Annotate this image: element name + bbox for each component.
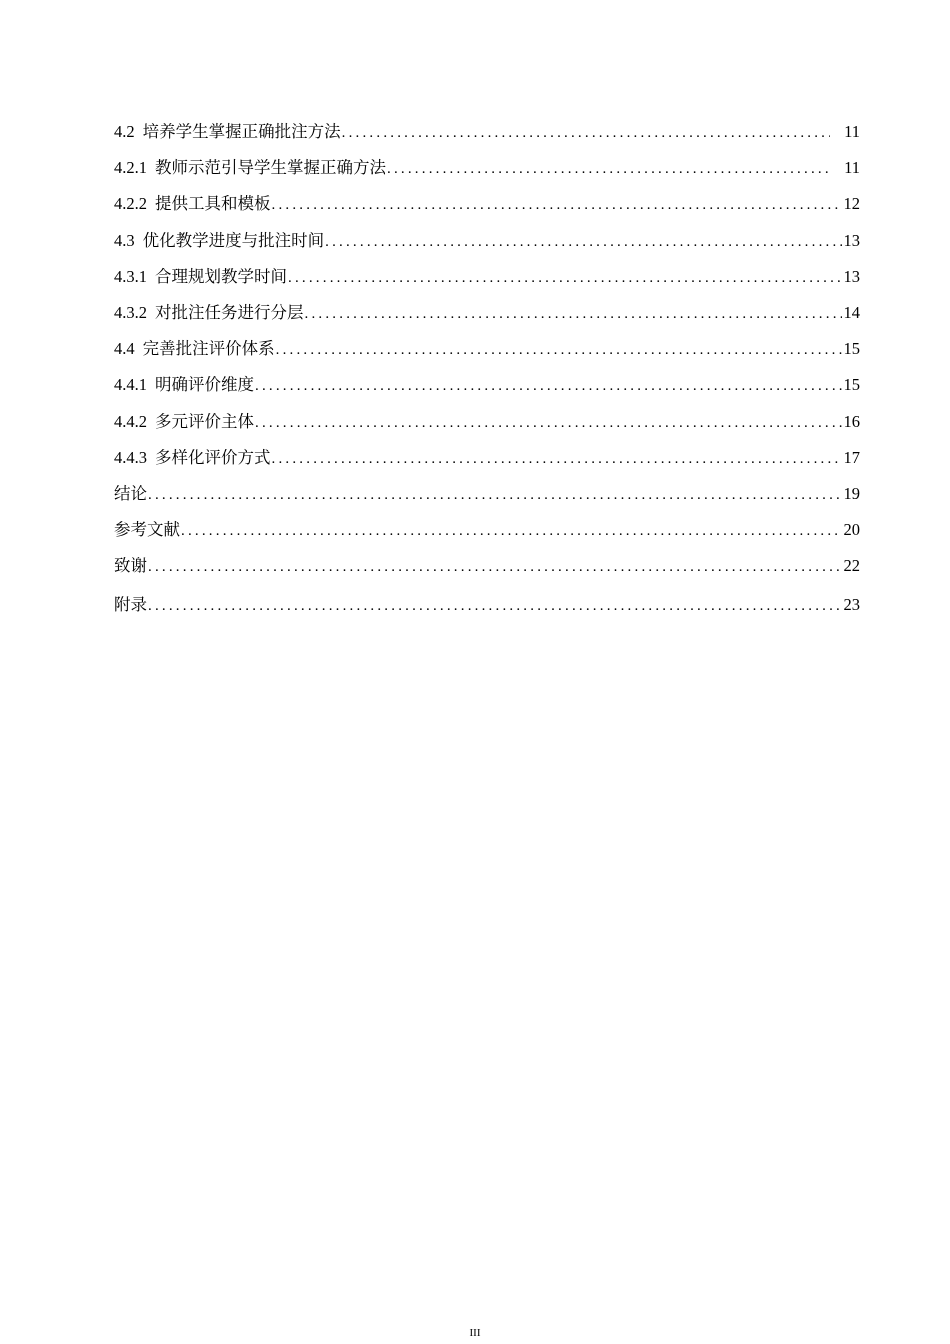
toc-entry-page: 13 [843,230,860,250]
toc-entry-page: 15 [843,339,860,359]
toc-dot-leader [255,409,842,437]
toc-entry-number: 4.3.1 [114,266,147,286]
toc-entry[interactable] [114,154,860,190]
toc-entry-number: 4.3 [114,230,135,250]
toc-entry[interactable] [114,299,860,335]
toc-entry-number: 4.4.3 [114,447,147,467]
toc-entry-title [114,444,272,472]
toc-entry-page: 20 [843,520,860,540]
toc-entry[interactable] [114,444,860,480]
toc-dot-leader [148,481,842,509]
toc-entry-label: 优化教学进度与批注时间 [142,230,325,250]
toc-entry-page: 13 [843,266,860,286]
page-number-footer: III [469,1327,481,1339]
toc-dot-leader [148,553,842,581]
toc-entry-title [114,335,276,363]
toc-dot-leader [255,372,842,400]
toc-entry-title [114,154,387,182]
toc-entry-number: 4.2.1 [114,158,147,178]
toc-entry[interactable] [114,263,860,299]
toc-entry-number: 4.4.2 [114,411,147,431]
toc-entry-title [114,552,148,580]
toc-entry-label: 明确评价维度 [155,375,254,395]
toc-entry[interactable] [114,408,860,444]
toc-entry-number: 4.4 [114,339,135,359]
toc-entry[interactable] [114,227,860,263]
toc-entry[interactable] [114,118,860,154]
toc-entry-label: 对批注任务进行分层 [155,302,304,322]
toc-entry-page: 12 [843,194,860,214]
toc-entry[interactable] [114,516,860,552]
toc-entry-label: 参考文献 [114,520,180,540]
toc-entry[interactable] [114,591,860,627]
toc-entry-page: 14 [843,302,860,322]
toc-entry-label: 教师示范引导学生掌握正确方法 [155,158,386,178]
toc-entry-title [114,408,255,436]
toc-dot-leader [276,336,842,364]
toc-entry-title [114,190,272,218]
toc-dot-leader [148,592,842,620]
toc-entry-page: 15 [843,375,860,395]
toc-entry[interactable] [114,190,860,226]
toc-entry-label: 完善批注评价体系 [142,339,275,359]
toc-entry-title [114,299,305,327]
toc-entry-title [114,371,255,399]
toc-entry-label: 多元评价主体 [155,411,254,431]
toc-entry-label: 附录 [114,595,147,615]
toc-entry[interactable] [114,371,860,407]
toc-entry-label: 提供工具和模板 [155,194,271,214]
toc-entry-page: 16 [843,411,860,431]
toc-entry-label: 培养学生掌握正确批注方法 [142,122,341,141]
toc-entry-title [114,227,325,255]
toc-dot-leader [325,228,841,256]
toc-dot-leader [342,119,830,147]
toc-entry-number: 4.3.2 [114,302,147,322]
toc-entry-number: 4.2.2 [114,194,147,214]
toc-entry[interactable] [114,335,860,371]
toc-entry-label: 合理规划教学时间 [155,266,287,286]
toc-entry-page: 11 [844,158,860,178]
toc-dot-leader [272,191,842,219]
toc-entry-title [114,118,342,146]
toc-dot-leader [387,155,830,183]
toc-entry-label: 多样化评价方式 [155,447,271,467]
toc-entry-page: 17 [843,447,860,467]
toc-entry-title [114,516,181,544]
toc-entry[interactable] [114,552,860,588]
toc-entry-page: 19 [843,483,860,503]
toc-entry-label: 致谢 [114,556,147,576]
table-of-contents [114,118,860,628]
toc-dot-leader [305,300,842,328]
toc-entry-title [114,591,148,619]
toc-dot-leader [272,445,842,473]
toc-entry-page: 23 [843,595,860,615]
toc-entry-title [114,263,288,291]
toc-entry-page: 22 [843,556,860,576]
toc-dot-leader [181,517,842,545]
toc-entry-title [114,480,148,508]
toc-dot-leader [288,264,842,292]
toc-entry-label: 结论 [114,483,147,503]
toc-entry[interactable] [114,480,860,516]
toc-entry-number: 4.4.1 [114,375,147,395]
toc-entry-page: 11 [844,122,860,141]
toc-entry-number: 4.2 [114,122,135,141]
